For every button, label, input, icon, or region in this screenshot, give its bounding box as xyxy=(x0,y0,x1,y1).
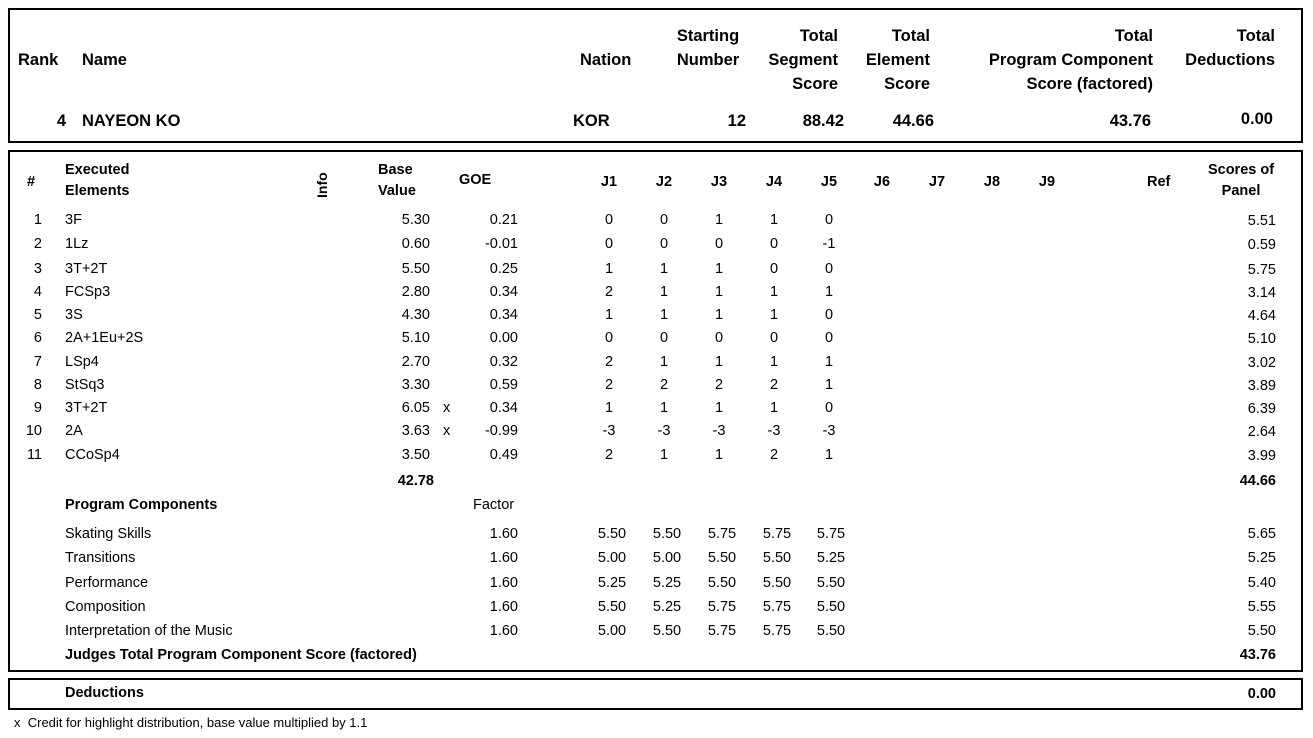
element-judge-score: 1 xyxy=(714,284,724,300)
component-judge-score: 5.50 xyxy=(597,599,627,615)
skater-total-program-component-score: 43.76 xyxy=(1109,112,1151,130)
col-nation: Nation xyxy=(580,51,632,69)
component-name: Performance xyxy=(65,575,149,591)
element-goe: -0.99 xyxy=(484,423,518,439)
element-base-value: 4.30 xyxy=(401,307,430,323)
element-number: 4 xyxy=(33,284,42,300)
program-components-title: Program Components xyxy=(65,497,218,513)
element-number: 9 xyxy=(33,400,42,416)
col-total-segment-score: Total Segment Score xyxy=(768,27,838,93)
element-goe: 0.32 xyxy=(489,354,518,370)
element-goe: 0.25 xyxy=(489,261,518,277)
col-ref: Ref xyxy=(1147,174,1171,190)
col-hash: # xyxy=(27,174,36,190)
col-goe: GOE xyxy=(459,172,492,188)
element-panel-score: 3.89 xyxy=(1247,378,1276,394)
component-judge-score: 5.75 xyxy=(762,623,792,639)
element-judge-score: 1 xyxy=(659,261,669,277)
component-judge-score: 5.50 xyxy=(762,550,792,566)
skater-starting-number: 12 xyxy=(727,112,746,130)
element-judge-score: 1 xyxy=(659,400,669,416)
element-judge-score: -3 xyxy=(657,423,671,439)
element-goe: -0.01 xyxy=(484,236,518,252)
component-panel-score: 5.65 xyxy=(1247,526,1276,542)
element-base-value: 2.70 xyxy=(401,354,430,370)
element-judge-score: 0 xyxy=(824,330,834,346)
element-judge-score: 1 xyxy=(714,447,724,463)
element-name: 3T+2T xyxy=(65,261,108,277)
footnote xyxy=(14,715,367,730)
col-judge-9: J9 xyxy=(1038,174,1056,190)
component-factor: 1.60 xyxy=(489,623,518,639)
element-judge-score: 2 xyxy=(604,284,614,300)
component-judge-score: 5.50 xyxy=(816,623,846,639)
component-factor: 1.60 xyxy=(489,550,518,566)
component-judge-score: 5.50 xyxy=(762,575,792,591)
element-goe: 0.34 xyxy=(489,400,518,416)
component-judge-score: 5.75 xyxy=(707,623,737,639)
col-judge-8: J8 xyxy=(983,174,1001,190)
element-goe: 0.34 xyxy=(489,284,518,300)
component-judge-score: 5.25 xyxy=(652,575,682,591)
element-name: 3F xyxy=(65,212,82,228)
component-factor: 1.60 xyxy=(489,526,518,542)
element-base-value: 0.60 xyxy=(401,236,430,252)
element-number: 3 xyxy=(33,261,42,277)
element-judge-score: 1 xyxy=(769,354,779,370)
col-judge-1: J1 xyxy=(600,174,618,190)
element-judge-score: 0 xyxy=(604,330,614,346)
pcs-total: 43.76 xyxy=(1239,647,1276,663)
element-judge-score: -3 xyxy=(712,423,726,439)
element-judge-score: 1 xyxy=(714,261,724,277)
element-judge-score: 0 xyxy=(604,236,614,252)
element-panel-score: 0.59 xyxy=(1247,237,1276,253)
element-goe: 0.34 xyxy=(489,307,518,323)
element-base-value: 5.50 xyxy=(401,261,430,277)
element-panel-score: 2.64 xyxy=(1247,424,1276,440)
component-panel-score: 5.55 xyxy=(1247,599,1276,615)
element-panel-score: 5.10 xyxy=(1247,331,1276,347)
col-judge-3: J3 xyxy=(710,174,728,190)
deductions-box xyxy=(8,678,1303,710)
footnote-text: Credit for highlight distribution, base value multiplied by 1.1 xyxy=(27,715,368,730)
factor-label: Factor xyxy=(473,497,515,513)
element-judge-score: 1 xyxy=(604,261,614,277)
component-factor: 1.60 xyxy=(489,575,518,591)
component-panel-score: 5.25 xyxy=(1247,550,1276,566)
element-judge-score: 0 xyxy=(769,261,779,277)
element-judge-score: 2 xyxy=(769,377,779,393)
element-judge-score: 1 xyxy=(824,354,834,370)
element-judge-score: 0 xyxy=(769,236,779,252)
deductions-label: Deductions xyxy=(65,685,144,701)
element-judge-score: 0 xyxy=(604,212,614,228)
element-judge-score: 0 xyxy=(824,307,834,323)
component-name: Interpretation of the Music xyxy=(65,623,233,639)
element-judge-score: 1 xyxy=(769,307,779,323)
footnote-mark: x xyxy=(14,715,21,730)
col-total-element-score: Total Element Score xyxy=(865,27,930,93)
component-name: Composition xyxy=(65,599,146,615)
element-number: 7 xyxy=(33,354,42,370)
skater-rank: 4 xyxy=(56,112,66,130)
col-base-value: Base Value xyxy=(378,162,416,199)
element-goe: 0.49 xyxy=(489,447,518,463)
element-judge-score: 1 xyxy=(769,400,779,416)
element-base-value: 3.63 xyxy=(401,423,430,439)
element-judge-score: 1 xyxy=(604,400,614,416)
component-judge-score: 5.50 xyxy=(707,550,737,566)
element-number: 11 xyxy=(26,447,42,463)
skater-total-element-score: 44.66 xyxy=(892,112,934,130)
element-name: StSq3 xyxy=(65,377,105,393)
component-judge-score: 5.00 xyxy=(652,550,682,566)
element-judge-score: 0 xyxy=(659,330,669,346)
component-judge-score: 5.25 xyxy=(597,575,627,591)
col-total-program-component-score: Total Program Component Score (factored) xyxy=(988,27,1153,93)
element-number: 5 xyxy=(33,307,42,323)
skater-nation: KOR xyxy=(573,112,610,130)
element-judge-score: 1 xyxy=(659,354,669,370)
element-judge-score: 1 xyxy=(714,400,724,416)
element-judge-score: 2 xyxy=(604,354,614,370)
element-judge-score: 1 xyxy=(659,284,669,300)
col-starting-number: Starting Number xyxy=(676,27,740,69)
element-name: 2A+1Eu+2S xyxy=(65,330,144,346)
skater-total-segment-score: 88.42 xyxy=(802,112,844,130)
element-name: 3T+2T xyxy=(65,400,108,416)
skater-name: NAYEON KO xyxy=(82,112,181,130)
component-judge-score: 5.50 xyxy=(816,599,846,615)
element-goe: 0.21 xyxy=(489,212,518,228)
element-base-value: 2.80 xyxy=(401,284,430,300)
element-judge-score: 2 xyxy=(604,377,614,393)
component-panel-score: 5.40 xyxy=(1247,575,1276,591)
element-name: CCoSp4 xyxy=(65,447,120,463)
panel-total: 44.66 xyxy=(1239,473,1276,489)
element-base-value: 5.10 xyxy=(401,330,430,346)
component-judge-score: 5.75 xyxy=(762,526,792,542)
element-number: 10 xyxy=(25,423,42,439)
element-judge-score: 1 xyxy=(769,212,779,228)
element-judge-score: 1 xyxy=(824,447,834,463)
component-judge-score: 5.25 xyxy=(816,550,846,566)
element-judge-score: 2 xyxy=(659,377,669,393)
component-judge-score: 5.00 xyxy=(597,550,627,566)
element-name: 1Lz xyxy=(65,236,89,252)
element-judge-score: 0 xyxy=(659,236,669,252)
element-number: 8 xyxy=(33,377,42,393)
element-base-value: 3.30 xyxy=(401,377,430,393)
element-judge-score: 1 xyxy=(604,307,614,323)
element-judge-score: -3 xyxy=(602,423,616,439)
element-judge-score: 2 xyxy=(714,377,724,393)
element-judge-score: 1 xyxy=(824,284,834,300)
component-judge-score: 5.00 xyxy=(597,623,627,639)
col-name: Name xyxy=(82,51,127,69)
element-highlight-mark: x xyxy=(443,400,451,416)
component-judge-score: 5.50 xyxy=(652,623,682,639)
element-judge-score: 2 xyxy=(604,447,614,463)
component-judge-score: 5.75 xyxy=(707,599,737,615)
element-goe: 0.00 xyxy=(489,330,518,346)
element-judge-score: -3 xyxy=(767,423,781,439)
element-judge-score: 0 xyxy=(824,261,834,277)
col-judge-5: J5 xyxy=(820,174,838,190)
component-panel-score: 5.50 xyxy=(1247,623,1276,639)
col-total-deductions: Total Deductions xyxy=(1185,27,1275,69)
col-judge-2: J2 xyxy=(655,174,673,190)
col-rank: Rank xyxy=(18,51,59,69)
element-judge-score: 1 xyxy=(714,307,724,323)
component-judge-score: 5.75 xyxy=(707,526,737,542)
col-executed-elements: Executed Elements xyxy=(65,162,130,199)
element-panel-score: 3.99 xyxy=(1247,448,1276,464)
element-judge-score: 1 xyxy=(659,447,669,463)
element-name: FCSp3 xyxy=(65,284,111,300)
component-name: Transitions xyxy=(65,550,136,566)
element-judge-score: 0 xyxy=(824,400,834,416)
col-info: Info xyxy=(314,172,330,198)
component-name: Skating Skills xyxy=(65,526,152,542)
element-judge-score: 2 xyxy=(769,447,779,463)
element-number: 1 xyxy=(33,212,42,228)
element-judge-score: 0 xyxy=(824,212,834,228)
base-value-total: 42.78 xyxy=(397,473,434,489)
element-judge-score: -1 xyxy=(822,236,836,252)
component-factor: 1.60 xyxy=(489,599,518,615)
element-goe: 0.59 xyxy=(489,377,518,393)
element-name: LSp4 xyxy=(65,354,99,370)
element-base-value: 6.05 xyxy=(401,400,430,416)
element-judge-score: 0 xyxy=(714,330,724,346)
component-judge-score: 5.50 xyxy=(707,575,737,591)
element-panel-score: 3.14 xyxy=(1247,285,1276,301)
component-judge-score: 5.50 xyxy=(652,526,682,542)
element-name: 3S xyxy=(65,307,83,323)
element-judge-score: 1 xyxy=(714,354,724,370)
col-scores-of-panel: Scores of Panel xyxy=(1207,162,1275,199)
component-judge-score: 5.75 xyxy=(816,526,846,542)
element-panel-score: 3.02 xyxy=(1247,355,1276,371)
component-judge-score: 5.50 xyxy=(816,575,846,591)
col-judge-6: J6 xyxy=(873,174,891,190)
element-number: 6 xyxy=(33,330,42,346)
col-judge-4: J4 xyxy=(765,174,783,190)
element-number: 2 xyxy=(33,236,42,252)
element-judge-score: 0 xyxy=(769,330,779,346)
element-judge-score: 0 xyxy=(714,236,724,252)
col-judge-7: J7 xyxy=(928,174,946,190)
element-judge-score: -3 xyxy=(822,423,836,439)
element-judge-score: 1 xyxy=(824,377,834,393)
element-panel-score: 4.64 xyxy=(1247,308,1276,324)
element-judge-score: 0 xyxy=(659,212,669,228)
deductions-value: 0.00 xyxy=(1247,686,1276,702)
component-judge-score: 5.75 xyxy=(762,599,792,615)
element-panel-score: 6.39 xyxy=(1247,401,1276,417)
element-panel-score: 5.51 xyxy=(1247,213,1276,229)
element-base-value: 5.30 xyxy=(401,212,430,228)
component-judge-score: 5.50 xyxy=(597,526,627,542)
element-name: 2A xyxy=(65,423,83,439)
element-base-value: 3.50 xyxy=(401,447,430,463)
component-judge-score: 5.25 xyxy=(652,599,682,615)
element-highlight-mark: x xyxy=(443,423,451,439)
element-panel-score: 5.75 xyxy=(1247,262,1276,278)
skater-total-deductions: 0.00 xyxy=(1240,110,1273,128)
element-judge-score: 1 xyxy=(659,307,669,323)
pcs-total-label: Judges Total Program Component Score (factored) xyxy=(65,647,417,663)
element-judge-score: 1 xyxy=(714,212,724,228)
element-judge-score: 1 xyxy=(769,284,779,300)
